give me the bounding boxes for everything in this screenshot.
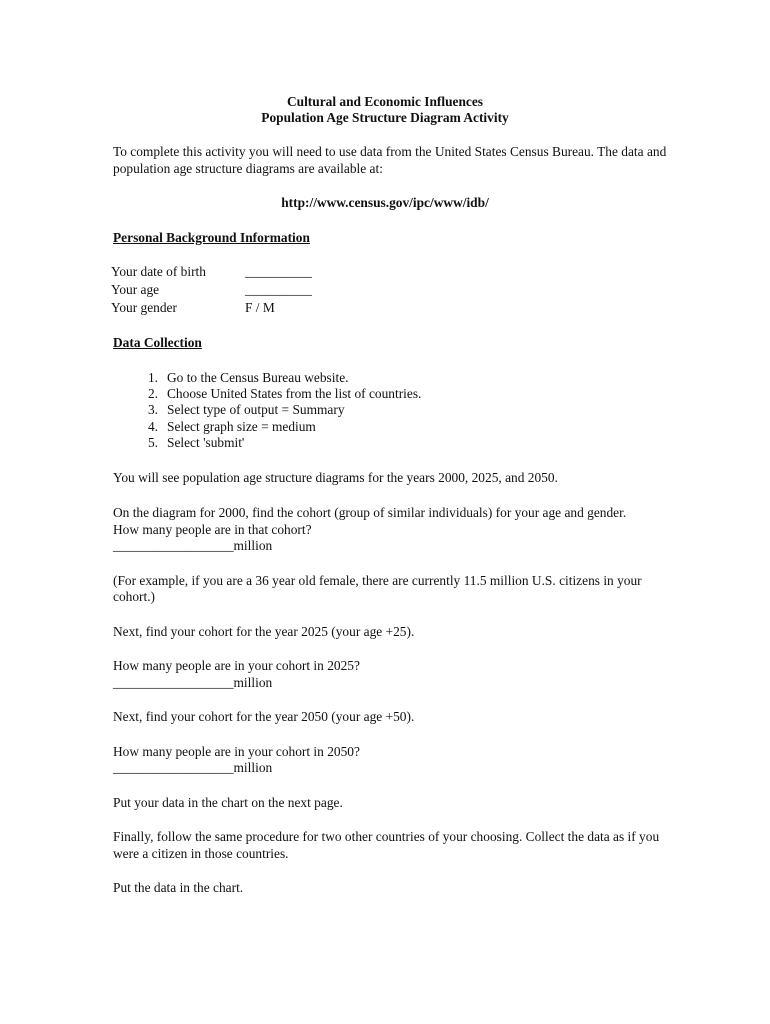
collection-heading: Data Collection	[113, 335, 202, 350]
see-diagrams-paragraph: You will see population age structure diagrams for the years 2000, 2025, and 2050.	[113, 469, 558, 485]
document-page	[113, 94, 673, 897]
age-label: Your age	[111, 282, 160, 297]
cohort-2050-answer-blank[interactable]: __________________million	[113, 760, 273, 776]
collection-steps	[113, 370, 673, 452]
gender-options[interactable]: F / M	[245, 300, 275, 315]
cohort-2025-question: How many people are in your cohort in 2025?	[113, 658, 360, 674]
gender-label: Your gender	[111, 300, 177, 315]
cohort-2050-question: How many people are in your cohort in 2050?	[113, 743, 360, 759]
put-data-paragraph: Put the data in the chart.	[113, 880, 244, 896]
step-item: 1. Go to the Census Bureau website.	[147, 369, 349, 385]
cohort-2000-instruction: On the diagram for 2000, find the cohort (group of similar individuals) for your age and gender.	[113, 505, 627, 521]
step-item: 3. Select type of output = Summary	[147, 402, 345, 418]
dob-blank[interactable]: __________	[245, 264, 312, 279]
cohort-2000-block	[113, 505, 673, 555]
intro-paragraph: To complete this activity you will need to use data from the United States Census Bureau. The data and population age structure diagrams are available at:	[113, 144, 667, 176]
census-url: http://www.census.gov/ipc/www/idb/	[281, 195, 489, 210]
dob-label: Your date of birth	[111, 264, 206, 279]
title-line-1: Cultural and Economic Influences	[286, 94, 484, 109]
age-row	[113, 281, 673, 299]
title-line-2: Population Age Structure Diagram Activity	[261, 110, 509, 125]
step-item: 4. Select graph size = medium	[147, 418, 316, 434]
cohort-2025-instruction: Next, find your cohort for the year 2025 (your age +25).	[113, 623, 415, 639]
cohort-2050-instruction: Next, find your cohort for the year 2050 (your age +50).	[113, 709, 415, 725]
age-blank[interactable]: __________	[245, 282, 312, 297]
cohort-2025-block	[113, 658, 673, 691]
example-paragraph: (For example, if you are a 36 year old female, there are currently 11.5 million U.S. citizens in your cohort.)	[113, 572, 642, 605]
dob-row	[113, 263, 673, 281]
chart-next-page-paragraph: Put your data in the chart on the next page.	[113, 794, 343, 810]
personal-heading: Personal Background Information	[113, 229, 310, 245]
cohort-2000-answer-blank[interactable]: __________________million	[113, 538, 273, 554]
cohort-2050-block	[113, 744, 673, 777]
document-title	[0, 94, 770, 126]
gender-row	[113, 299, 673, 317]
finally-paragraph: Finally, follow the same procedure for two other countries of your choosing. Collect the data as if you were a citizen in those countries.	[113, 829, 660, 861]
step-item: 5. Select 'submit'	[147, 435, 245, 451]
personal-fields	[113, 263, 673, 317]
step-item: 2. Choose United States from the list of countries.	[147, 385, 422, 401]
cohort-2000-question: How many people are in that cohort?	[113, 521, 312, 537]
cohort-2025-answer-blank[interactable]: __________________million	[113, 674, 273, 690]
